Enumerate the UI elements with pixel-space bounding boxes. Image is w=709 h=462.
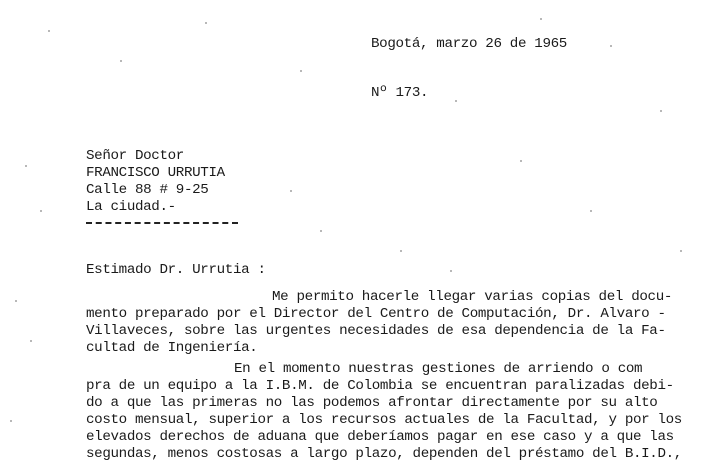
paragraph-2-line: elevados derechos de aduana que deberíamos pagar en ese caso y a que las xyxy=(86,429,674,445)
recipient-title: Señor Doctor xyxy=(86,148,184,164)
recipient-city: La ciudad.- xyxy=(86,199,176,215)
date-line: Bogotá, marzo 26 de 1965 xyxy=(371,36,567,52)
recipient-street: Calle 88 # 9-25 xyxy=(86,182,209,198)
paragraph-1-line: Villaveces, sobre las urgentes necesidades de esa dependencia de la Fa- xyxy=(86,323,666,339)
paragraph-2-line: En el momento nuestras gestiones de arriendo o com xyxy=(234,361,643,377)
paragraph-2-line: do a que las primeras no las podemos afrontar directamente por su alto xyxy=(86,395,658,411)
paragraph-2-line: costo mensual, superior a los recursos actuales de la Facultad, y por los xyxy=(86,412,682,428)
salutation: Estimado Dr. Urrutia : xyxy=(86,262,266,278)
paragraph-1-line: cultad de Ingeniería. xyxy=(86,340,258,356)
paragraph-2-line: segundas, menos costosas a largo plazo, dependen del préstamo del B.I.D., xyxy=(86,446,682,462)
paragraph-1-line: mento preparado por el Director del Centro de Computación, Dr. Alvaro - xyxy=(86,306,666,322)
paragraph-1-line: Me permito hacerle llegar varias copias del docu- xyxy=(272,289,673,305)
recipient-name: FRANCISCO URRUTIA xyxy=(86,165,225,181)
paragraph-2-line: pra de un equipo a la I.B.M. de Colombia se encuentran paralizadas debi- xyxy=(86,378,674,394)
letter-number: Nº 173. xyxy=(371,85,429,101)
address-underline-divider xyxy=(86,222,238,224)
